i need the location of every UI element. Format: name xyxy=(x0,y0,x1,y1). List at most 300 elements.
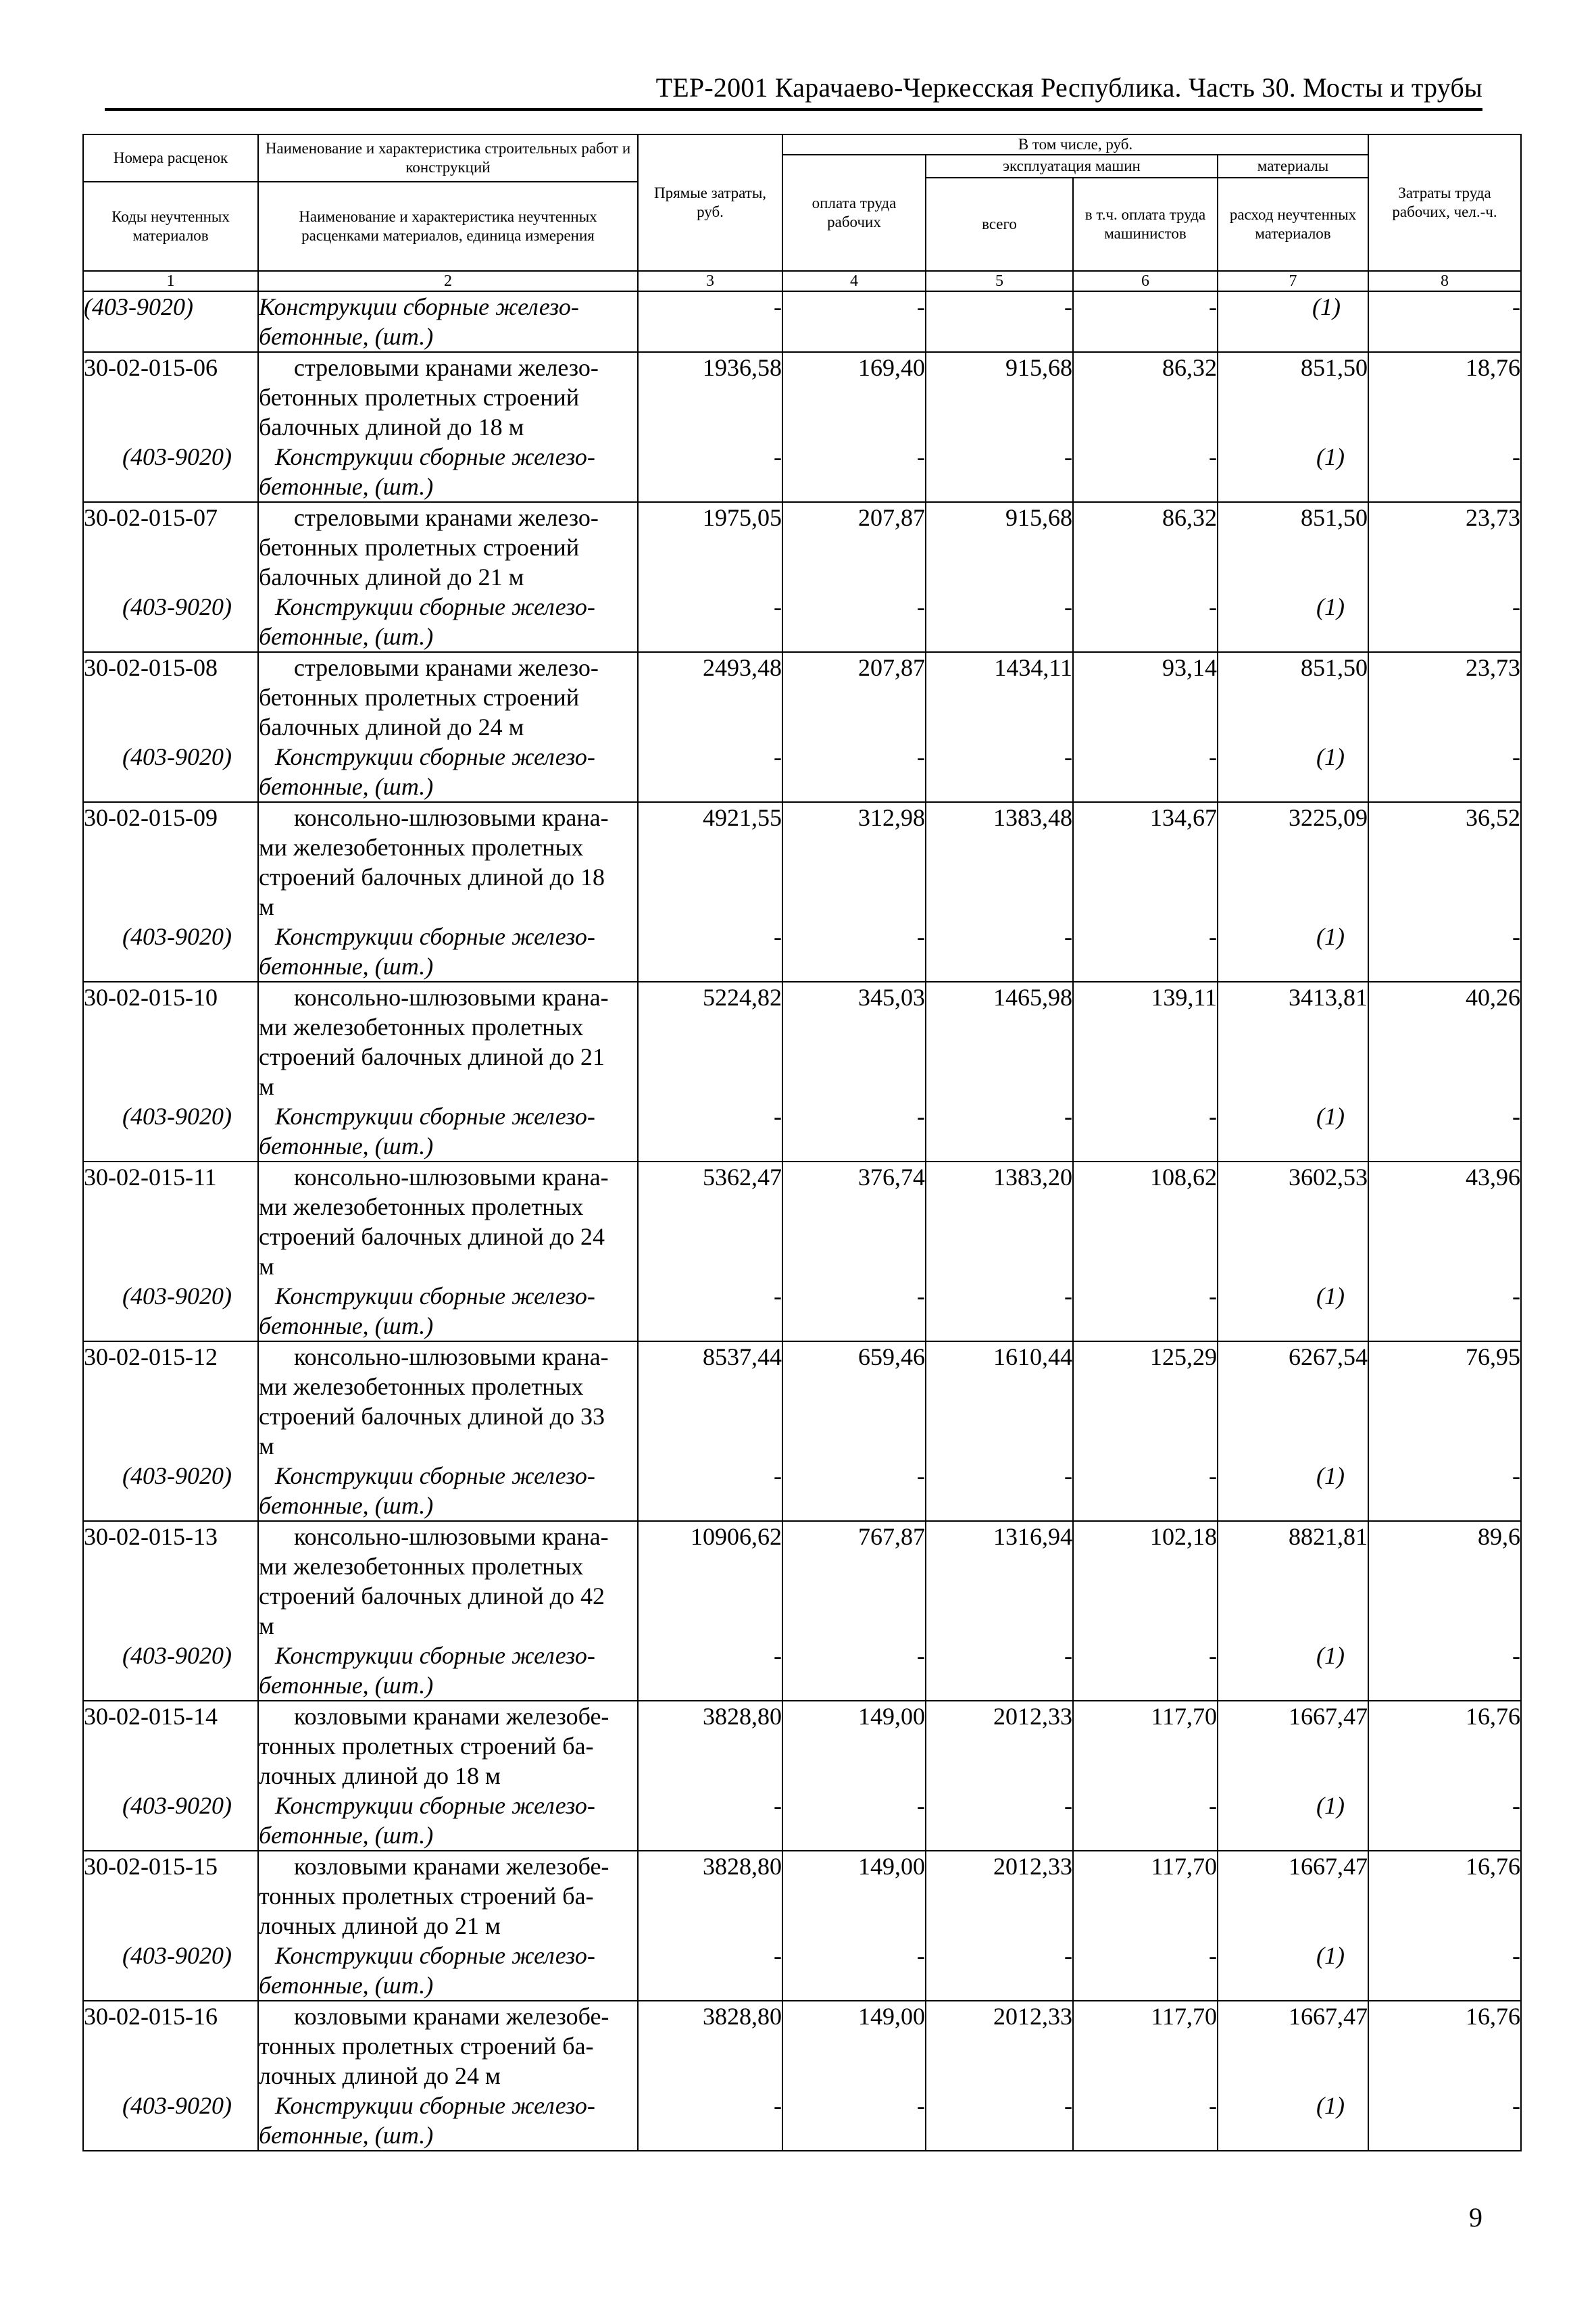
rate-value: 18,76 xyxy=(1466,354,1521,381)
spacer xyxy=(1074,412,1217,442)
spacer xyxy=(1369,1881,1520,1911)
material-code: (403-9020) xyxy=(122,1103,232,1130)
rate-description-cell xyxy=(258,1521,638,1701)
spacer xyxy=(1218,1192,1368,1222)
spacer xyxy=(1369,532,1520,562)
material-value: - xyxy=(774,443,782,470)
spacer xyxy=(639,2061,782,2091)
material-name-line: Конструкции сборные железо- xyxy=(275,1942,595,1969)
rate-code-cell xyxy=(83,502,258,652)
spacer xyxy=(1074,1761,1217,1791)
rate-value: 4921,55 xyxy=(703,804,782,831)
material-value: - xyxy=(1073,291,1218,352)
material-value: - xyxy=(1512,1642,1521,1669)
rate-value: 86,32 xyxy=(1162,354,1217,381)
rate-value: 149,00 xyxy=(858,1853,925,1880)
rate-value: 36,52 xyxy=(1466,804,1521,831)
material-name-line: бетонные, (шт.) xyxy=(259,2122,434,2149)
spacer xyxy=(84,1431,257,1461)
header-machines-total: всего xyxy=(926,178,1073,271)
material-consumption-value xyxy=(1218,982,1368,1162)
description-line: бетонных пролетных строений xyxy=(259,534,580,561)
material-value: - xyxy=(774,1462,782,1489)
spacer xyxy=(639,1581,782,1611)
description-line: стреловыми кранами железо- xyxy=(294,654,599,681)
description-line: ми железобетонных пролетных xyxy=(259,1193,584,1220)
rate-description-cell xyxy=(258,1162,638,1341)
material-name-line: Конструкции сборные железо- xyxy=(275,1792,595,1819)
rate-number: 30-02-015-15 xyxy=(84,1853,218,1880)
header-labor-hours: Затраты труда рабочих, чел.-ч. xyxy=(1368,134,1521,271)
material-name-line: бетонные, (шт.) xyxy=(259,1972,434,1999)
material-consumption-value xyxy=(1218,802,1368,982)
rate-description-cell xyxy=(258,652,638,802)
spacer xyxy=(1218,1551,1368,1581)
spacer xyxy=(926,532,1072,562)
rate-value: 3413,81 xyxy=(1289,984,1368,1011)
spacer xyxy=(1074,562,1217,592)
spacer xyxy=(84,712,257,742)
spacer xyxy=(1218,532,1368,562)
rate-value: 1316,94 xyxy=(993,1523,1072,1550)
rate-code-cell xyxy=(83,1521,258,1701)
spacer xyxy=(1074,1581,1217,1611)
material-name-line: бетонные, (шт.) xyxy=(259,323,434,350)
rate-value: 125,29 xyxy=(1150,1343,1217,1370)
rate-value: 23,73 xyxy=(1466,504,1521,531)
spacer xyxy=(1369,1042,1520,1072)
material-value: - xyxy=(917,1462,925,1489)
page-header-title: ТЕР-2001 Карачаево-Черкесская Республика. Часть 30. Мосты и трубы xyxy=(655,72,1482,103)
spacer xyxy=(926,412,1072,442)
spacer xyxy=(1218,1611,1368,1641)
spacer xyxy=(1074,1881,1217,1911)
material-name-line: бетонные, (шт.) xyxy=(259,1492,434,1519)
material-code: (403-9020) xyxy=(83,291,258,352)
operator-pay-value xyxy=(1073,1701,1218,1851)
spacer xyxy=(84,1551,257,1581)
machines-total-value xyxy=(926,352,1073,502)
description-line: строений балочных длиной до 18 xyxy=(259,864,605,891)
material-value: - xyxy=(1064,593,1072,620)
rate-value: 5224,82 xyxy=(703,984,782,1011)
material-value: (1) xyxy=(1316,593,1345,620)
description-line: стреловыми кранами железо- xyxy=(294,354,599,381)
spacer xyxy=(1218,1881,1368,1911)
description-line: м xyxy=(259,1073,274,1100)
spacer xyxy=(1074,2061,1217,2091)
direct-costs-value xyxy=(638,502,782,652)
header-group-including: В том числе, руб. xyxy=(782,134,1368,155)
rate-value: 1610,44 xyxy=(993,1343,1072,1370)
rate-row xyxy=(83,352,1521,502)
material-name-line: Конструкции сборные железо- xyxy=(275,923,595,950)
description-line: м xyxy=(259,1612,274,1639)
spacer xyxy=(639,712,782,742)
rate-number: 30-02-015-16 xyxy=(84,2003,218,2030)
column-numbers-row xyxy=(83,271,1521,291)
spacer xyxy=(1369,2061,1520,2091)
spacer xyxy=(1218,1222,1368,1251)
description-line: ми железобетонных пролетных xyxy=(259,1553,584,1580)
spacer xyxy=(1218,2061,1368,2091)
rate-value: 2493,48 xyxy=(703,654,782,681)
spacer xyxy=(1218,1401,1368,1431)
spacer xyxy=(1074,1611,1217,1641)
header-material-names: Наименование и характеристика неучтенных расценками материалов, единица измерения xyxy=(258,182,638,271)
spacer xyxy=(1369,1611,1520,1641)
spacer xyxy=(783,1581,925,1611)
rate-value: 3828,80 xyxy=(703,2003,782,2030)
spacer xyxy=(783,532,925,562)
spacer xyxy=(1218,712,1368,742)
spacer xyxy=(783,412,925,442)
rate-value: 851,50 xyxy=(1301,504,1368,531)
header-material-codes: Коды неучтенных материалов xyxy=(83,182,258,271)
spacer xyxy=(1369,682,1520,712)
rate-value: 376,74 xyxy=(858,1164,925,1191)
spacer xyxy=(926,382,1072,412)
spacer xyxy=(84,1072,257,1101)
rate-value: 8537,44 xyxy=(703,1343,782,1370)
spacer xyxy=(783,1401,925,1431)
column-number: 1 xyxy=(83,271,258,291)
spacer xyxy=(84,1222,257,1251)
description-line: тонных пролетных строений ба- xyxy=(259,2033,594,2060)
description-line: строений балочных длиной до 21 xyxy=(259,1043,605,1070)
spacer xyxy=(1369,382,1520,412)
material-name-line: Конструкции сборные железо- xyxy=(275,743,595,770)
material-value: - xyxy=(774,1792,782,1819)
material-value: - xyxy=(774,1103,782,1130)
spacer xyxy=(1074,862,1217,892)
worker-pay-value xyxy=(782,1851,926,2001)
rate-row xyxy=(83,1341,1521,1521)
material-name-line: бетонные, (шт.) xyxy=(259,773,434,800)
spacer xyxy=(84,1761,257,1791)
spacer xyxy=(1074,1431,1217,1461)
rate-value: 1667,47 xyxy=(1289,2003,1368,2030)
material-name-line: Конструкции сборные железо- xyxy=(275,2092,595,2119)
material-value: - xyxy=(1209,1462,1217,1489)
description-line: ми железобетонных пролетных xyxy=(259,1014,584,1041)
spacer xyxy=(639,1192,782,1222)
column-number: 4 xyxy=(782,271,926,291)
spacer xyxy=(1369,862,1520,892)
material-value: - xyxy=(1064,1283,1072,1310)
spacer xyxy=(1218,412,1368,442)
material-value: - xyxy=(917,1942,925,1969)
rate-value: 86,32 xyxy=(1162,504,1217,531)
material-value: (1) xyxy=(1316,1942,1345,1969)
spacer xyxy=(926,1431,1072,1461)
spacer xyxy=(1218,1372,1368,1401)
spacer xyxy=(1369,1551,1520,1581)
direct-costs-value xyxy=(638,982,782,1162)
material-value: - xyxy=(774,2092,782,2119)
rate-value: 16,76 xyxy=(1466,1853,1521,1880)
rate-value: 312,98 xyxy=(858,804,925,831)
rate-value: 16,76 xyxy=(1466,1703,1521,1730)
material-name-line: бетонные, (шт.) xyxy=(259,953,434,980)
spacer xyxy=(926,2061,1072,2091)
rate-code-cell xyxy=(83,1851,258,2001)
spacer xyxy=(926,562,1072,592)
operator-pay-value xyxy=(1073,1162,1218,1341)
spacer xyxy=(783,1251,925,1281)
spacer xyxy=(1074,682,1217,712)
material-value: (1) xyxy=(1218,291,1368,352)
machines-total-value xyxy=(926,1851,1073,2001)
spacer xyxy=(1218,862,1368,892)
material-name-line: бетонные, (шт.) xyxy=(259,623,434,650)
material-value: - xyxy=(774,1642,782,1669)
material-name-line: Конструкции сборные железо- xyxy=(275,593,595,620)
spacer xyxy=(639,562,782,592)
machines-total-value xyxy=(926,1162,1073,1341)
material-code: (403-9020) xyxy=(122,1942,232,1969)
spacer xyxy=(926,1251,1072,1281)
material-value: (1) xyxy=(1316,1103,1345,1130)
worker-pay-value xyxy=(782,982,926,1162)
rate-value: 149,00 xyxy=(858,2003,925,2030)
material-row xyxy=(83,291,1521,352)
spacer xyxy=(84,1372,257,1401)
rate-value: 117,70 xyxy=(1151,2003,1217,2030)
rate-value: 345,03 xyxy=(858,984,925,1011)
rate-description-cell xyxy=(258,352,638,502)
rate-value: 8821,81 xyxy=(1289,1523,1368,1550)
rate-value: 117,70 xyxy=(1151,1703,1217,1730)
material-value: - xyxy=(1209,1792,1217,1819)
material-value: - xyxy=(917,1283,925,1310)
rate-value: 93,14 xyxy=(1162,654,1217,681)
material-value: - xyxy=(1512,443,1521,470)
material-value: - xyxy=(1064,1792,1072,1819)
column-number: 2 xyxy=(258,271,638,291)
description-line: лочных длиной до 24 м xyxy=(259,2062,501,2089)
spacer xyxy=(84,1012,257,1042)
description-line: козловыми кранами железобе- xyxy=(294,2003,609,2030)
direct-costs-value xyxy=(638,802,782,982)
rate-value: 207,87 xyxy=(858,504,925,531)
material-name-line: Конструкции сборные железо- xyxy=(275,443,595,470)
rate-code-cell xyxy=(83,1701,258,1851)
material-consumption-value xyxy=(1218,352,1368,502)
rate-description-cell xyxy=(258,1851,638,2001)
rate-description-cell xyxy=(258,982,638,1162)
spacer xyxy=(1074,382,1217,412)
direct-costs-value xyxy=(638,1341,782,1521)
machines-total-value xyxy=(926,802,1073,982)
spacer xyxy=(84,832,257,862)
material-value: (1) xyxy=(1316,923,1345,950)
material-value: - xyxy=(917,1103,925,1130)
table-body xyxy=(83,291,1521,2151)
spacer xyxy=(639,1401,782,1431)
rate-number: 30-02-015-07 xyxy=(84,504,218,531)
rate-value: 2012,33 xyxy=(993,1703,1072,1730)
rate-value: 3602,53 xyxy=(1289,1164,1368,1191)
spacer xyxy=(1218,1072,1368,1101)
material-value: - xyxy=(1064,1942,1072,1969)
spacer xyxy=(639,892,782,922)
spacer xyxy=(926,1731,1072,1761)
material-value: - xyxy=(774,1942,782,1969)
spacer xyxy=(639,1611,782,1641)
material-value: - xyxy=(1064,923,1072,950)
material-name-line: бетонные, (шт.) xyxy=(259,1672,434,1699)
rate-code-cell xyxy=(83,652,258,802)
operator-pay-value xyxy=(1073,502,1218,652)
spacer xyxy=(926,682,1072,712)
spacer xyxy=(639,1251,782,1281)
spacer xyxy=(84,2031,257,2061)
description-line: балочных длиной до 21 м xyxy=(259,564,524,591)
material-value: (1) xyxy=(1316,743,1345,770)
spacer xyxy=(1369,1911,1520,1941)
spacer xyxy=(926,892,1072,922)
header-machine-operation: эксплуатация машин xyxy=(926,155,1218,178)
spacer xyxy=(1369,1222,1520,1251)
spacer xyxy=(926,1372,1072,1401)
spacer xyxy=(1074,1372,1217,1401)
rate-value: 1434,11 xyxy=(994,654,1072,681)
spacer xyxy=(1218,2031,1368,2061)
operator-pay-value xyxy=(1073,352,1218,502)
rate-code-cell xyxy=(83,802,258,982)
spacer xyxy=(1218,1012,1368,1042)
material-value: - xyxy=(1064,1103,1072,1130)
spacer xyxy=(783,1611,925,1641)
rate-number: 30-02-015-10 xyxy=(84,984,218,1011)
labor-hours-value xyxy=(1368,1162,1521,1341)
operator-pay-value xyxy=(1073,982,1218,1162)
material-value: - xyxy=(774,743,782,770)
description-line: ми железобетонных пролетных xyxy=(259,1373,584,1400)
description-line: консольно-шлюзовыми крана- xyxy=(294,1343,609,1370)
operator-pay-value xyxy=(1073,1851,1218,2001)
spacer xyxy=(84,1042,257,1072)
rate-description-cell xyxy=(258,802,638,982)
spacer xyxy=(783,712,925,742)
spacer xyxy=(926,1911,1072,1941)
material-value: - xyxy=(1209,2092,1217,2119)
material-value: - xyxy=(1512,1942,1521,1969)
worker-pay-value xyxy=(782,1341,926,1521)
material-code: (403-9020) xyxy=(122,1283,232,1310)
spacer xyxy=(84,892,257,922)
header-materials: материалы xyxy=(1218,155,1368,178)
spacer xyxy=(783,1012,925,1042)
column-number: 7 xyxy=(1218,271,1368,291)
worker-pay-value xyxy=(782,352,926,502)
spacer xyxy=(639,1372,782,1401)
rate-row xyxy=(83,1162,1521,1341)
rate-row xyxy=(83,652,1521,802)
spacer xyxy=(926,1192,1072,1222)
spacer xyxy=(1369,712,1520,742)
labor-hours-value xyxy=(1368,2001,1521,2151)
material-value: - xyxy=(1512,1283,1521,1310)
spacer xyxy=(1218,1761,1368,1791)
material-value: - xyxy=(1209,443,1217,470)
material-code: (403-9020) xyxy=(122,1462,232,1489)
labor-hours-value xyxy=(1368,1851,1521,2001)
material-name-line: бетонные, (шт.) xyxy=(259,473,434,500)
description-line: м xyxy=(259,1253,274,1280)
material-value: - xyxy=(1209,1103,1217,1130)
rate-value: 5362,47 xyxy=(703,1164,782,1191)
material-name-line: Конструкции сборные железо- xyxy=(275,1462,595,1489)
spacer xyxy=(783,682,925,712)
spacer xyxy=(84,1731,257,1761)
material-value: - xyxy=(1064,2092,1072,2119)
material-value: - xyxy=(1064,743,1072,770)
labor-hours-value xyxy=(1368,1341,1521,1521)
rate-value: 3225,09 xyxy=(1289,804,1368,831)
material-name xyxy=(258,291,638,352)
spacer xyxy=(1218,562,1368,592)
spacer xyxy=(1074,2031,1217,2061)
spacer xyxy=(1369,832,1520,862)
rate-value: 117,70 xyxy=(1151,1853,1217,1880)
operator-pay-value xyxy=(1073,1521,1218,1701)
description-line: ми железобетонных пролетных xyxy=(259,834,584,861)
material-name-line: Конструкции сборные железо- xyxy=(275,1642,595,1669)
spacer xyxy=(926,1222,1072,1251)
material-value: - xyxy=(917,2092,925,2119)
spacer xyxy=(639,1012,782,1042)
rate-value: 23,73 xyxy=(1466,654,1521,681)
material-value: (1) xyxy=(1316,1283,1345,1310)
description-line: лочных длиной до 18 м xyxy=(259,1762,501,1789)
material-value: - xyxy=(774,923,782,950)
spacer xyxy=(783,1222,925,1251)
description-line: м xyxy=(259,1433,274,1460)
spacer xyxy=(1369,1731,1520,1761)
description-line: тонных пролетных строений ба- xyxy=(259,1883,594,1910)
column-number: 3 xyxy=(638,271,782,291)
rate-value: 1667,47 xyxy=(1289,1853,1368,1880)
spacer xyxy=(1218,1042,1368,1072)
spacer xyxy=(1369,1581,1520,1611)
spacer xyxy=(926,1581,1072,1611)
rate-value: 89,6 xyxy=(1478,1523,1521,1550)
direct-costs-value xyxy=(638,652,782,802)
spacer xyxy=(1074,1192,1217,1222)
description-line: консольно-шлюзовыми крана- xyxy=(294,1523,609,1550)
material-consumption-value xyxy=(1218,1341,1368,1521)
direct-costs-value xyxy=(638,1521,782,1701)
direct-costs-value xyxy=(638,1701,782,1851)
spacer xyxy=(84,1192,257,1222)
rate-row xyxy=(83,502,1521,652)
spacer xyxy=(926,1611,1072,1641)
description-line: бетонных пролетных строений xyxy=(259,684,580,711)
labor-hours-value xyxy=(1368,802,1521,982)
material-code: (403-9020) xyxy=(122,593,232,620)
spacer xyxy=(84,532,257,562)
spacer xyxy=(783,1731,925,1761)
spacer xyxy=(1218,892,1368,922)
spacer xyxy=(926,1881,1072,1911)
rate-value: 3828,80 xyxy=(703,1853,782,1880)
machines-total-value xyxy=(926,1701,1073,1851)
material-name-line: Конструкции сборные железо- xyxy=(275,1283,595,1310)
description-line: бетонных пролетных строений xyxy=(259,384,580,411)
rate-value: 851,50 xyxy=(1301,654,1368,681)
